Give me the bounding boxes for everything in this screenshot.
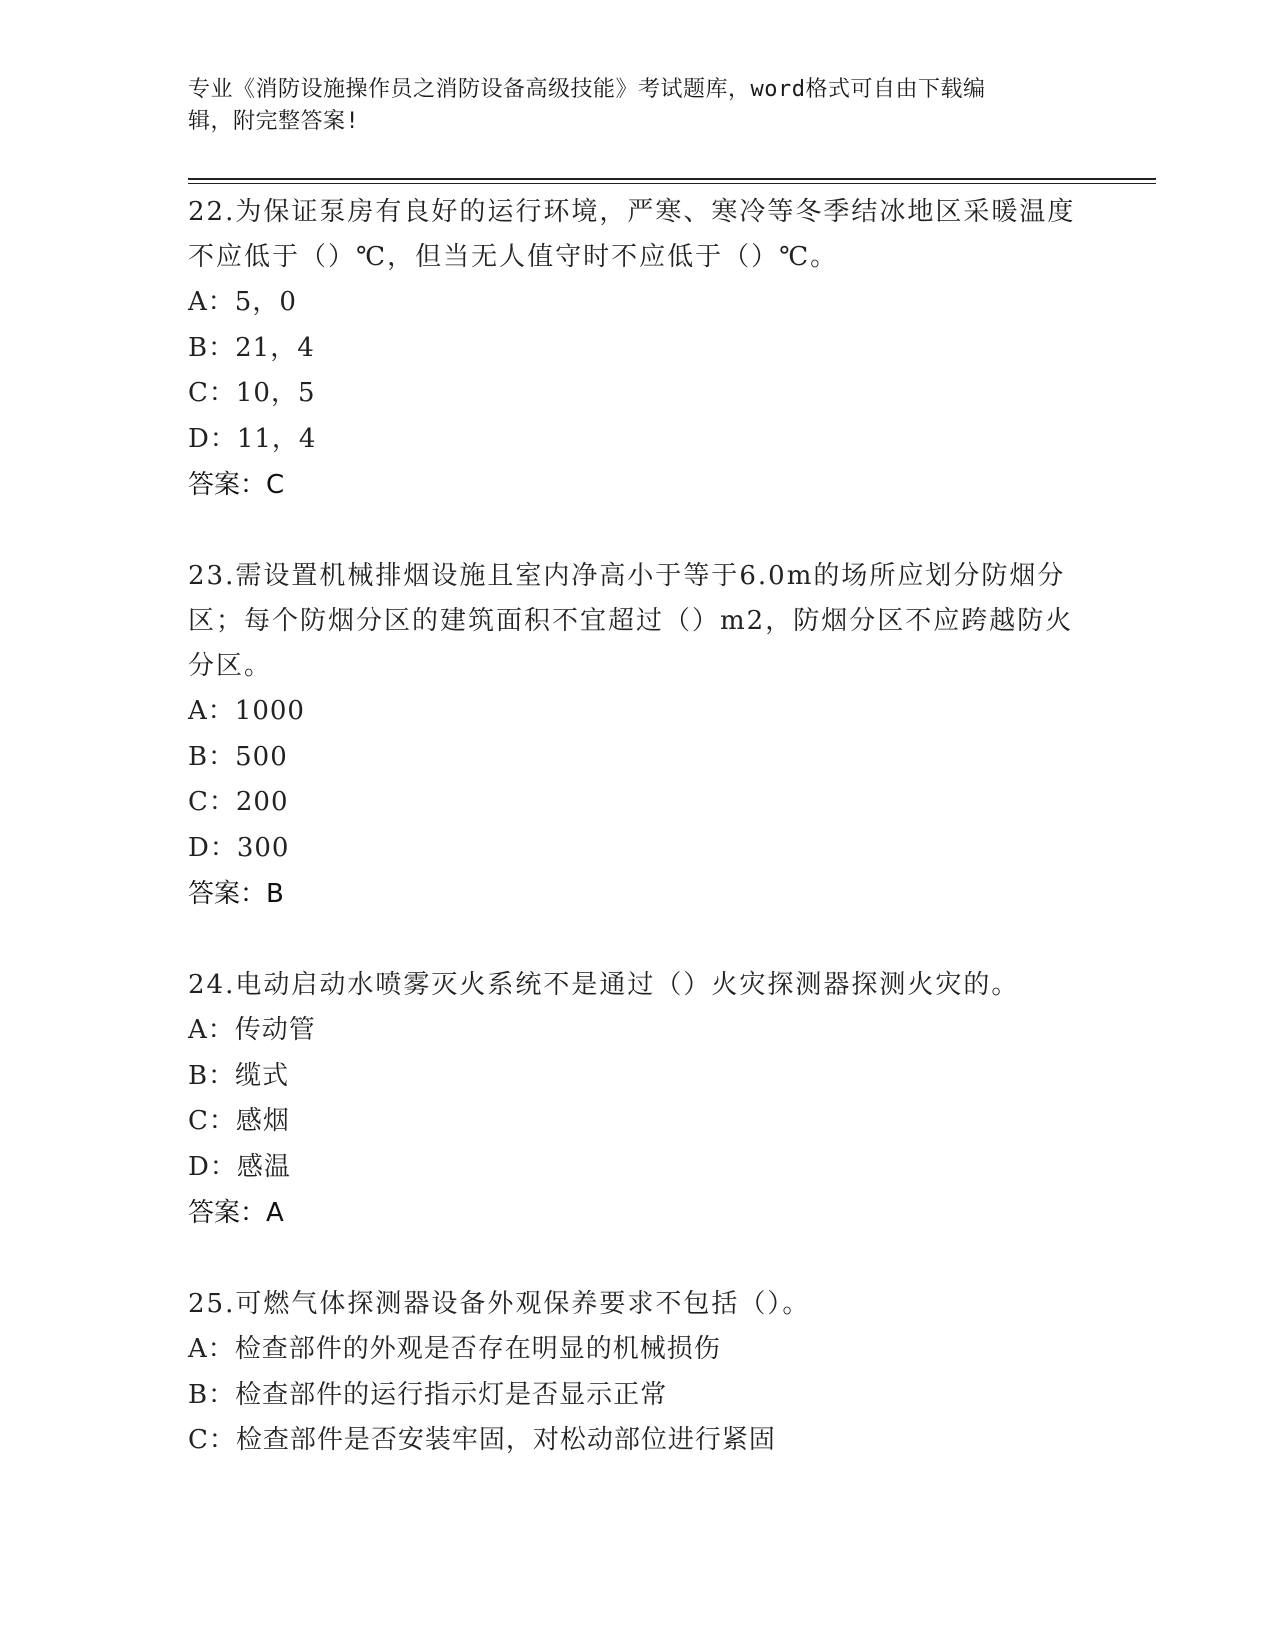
document-header [188,74,1068,138]
option-c: C：10，5 [188,378,316,408]
option-a: A：5，0 [188,287,297,317]
question-text: 25.可燃气体探测器设备外观保养要求不包括（）。 [188,1289,811,1319]
option-c: C：检查部件是否安装牢固，对松动部位进行紧固 [188,1425,776,1455]
question-text: 24.电动启动水喷雾灭火系统不是通过（）火灾探测器探测火灾的。 [188,970,1020,1000]
option-b: B：21，4 [188,332,315,363]
option-a: A：1000 [188,696,305,726]
question-text: 22.为保证泵房有良好的运行环境，严寒、寒冷等冬季结冰地区采暖温度不应低于（）℃，但当无人值守时不应低于（）℃。 [188,197,1076,272]
option-a: A：检查部件的外观是否存在明显的机械损伤 [188,1334,721,1364]
question-23 [188,554,1088,917]
header-line-2: 辑，附完整答案! [188,109,360,134]
question-25 [188,1282,1088,1464]
answer-label: 答案：A [188,1198,284,1228]
option-b: B：500 [188,741,288,772]
header-line-1: 专业《消防设施操作员之消防设备高级技能》考试题库，word格式可自由下载编 [188,77,986,102]
answer-label: 答案：B [188,879,284,909]
option-c: C：200 [188,787,289,817]
question-list [188,190,1088,1464]
header-divider-thin [188,183,1156,184]
option-d: D：感温 [188,1151,291,1182]
option-b: B：缆式 [188,1060,290,1091]
answer-label: 答案：C [188,470,285,500]
option-b: B：检查部件的运行指示灯是否显示正常 [188,1379,668,1410]
header-divider-thick [188,178,1156,180]
option-c: C：感烟 [188,1106,290,1136]
question-22 [188,190,1088,508]
option-d: D：300 [188,832,290,863]
option-a: A：传动管 [188,1015,316,1045]
question-text: 23.需设置机械排烟设施且室内净高小于等于6.0m的场所应划分防烟分区；每个防烟分区的建筑面积不宜超过（）m2，防烟分区不应跨越防火分区。 [188,561,1074,681]
option-d: D：11，4 [188,423,317,454]
question-24 [188,963,1088,1236]
